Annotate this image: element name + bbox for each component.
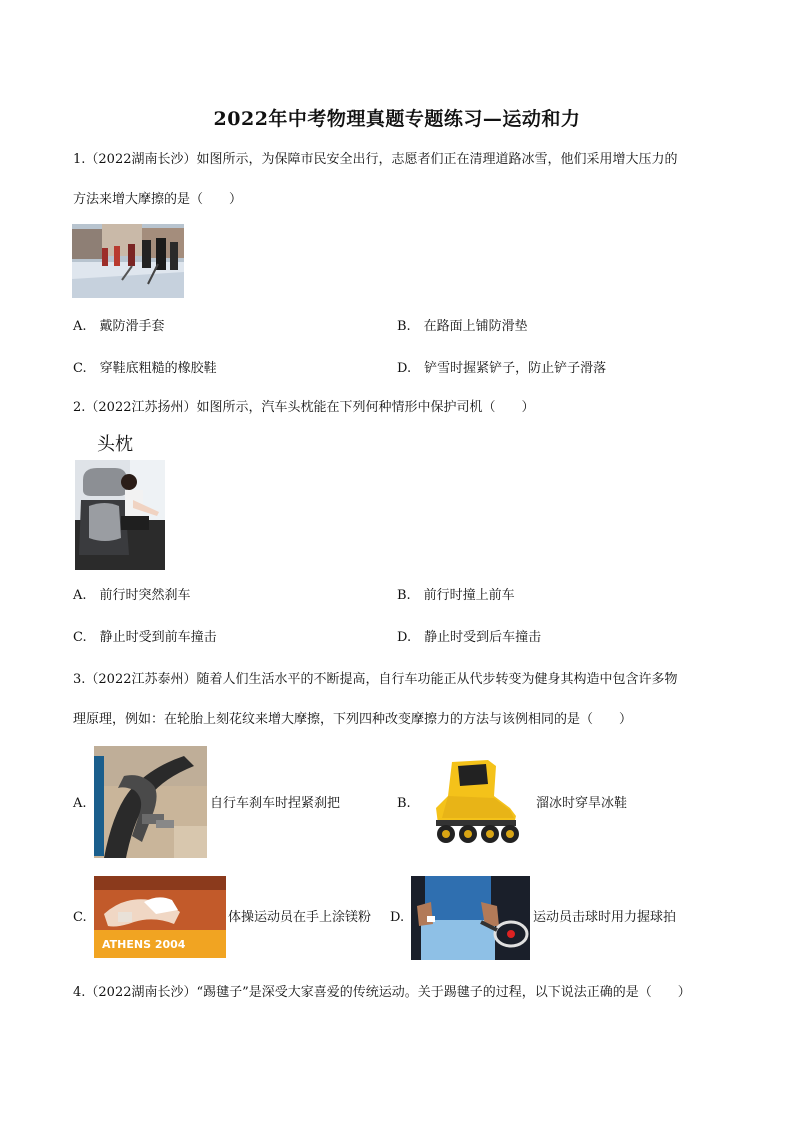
- q2-option-c: C. 静止时受到前车撞击: [73, 630, 217, 645]
- q2-option-b: B. 前行时撞上前车: [397, 588, 515, 603]
- q1-option-a: A. 戴防滑手套: [73, 319, 165, 334]
- q2-option-a: A. 前行时突然刹车: [73, 588, 191, 603]
- q1-stem-line2: 方法来增大摩擦的是（ ）: [73, 192, 243, 207]
- q2-figure-headrest: [75, 460, 165, 570]
- q3-option-b-text: 溜冰时穿旱冰鞋: [536, 796, 628, 811]
- q2-figure-label: 头枕: [97, 434, 133, 455]
- q3-option-a-label: A.: [73, 796, 87, 811]
- q3-option-c-label: C.: [73, 910, 87, 925]
- q3-stem-line1: 3.（2022江苏泰州）随着人们生活水平的不断提高，自行车功能正从代步转变为健身其构造中包含许多物: [73, 672, 678, 687]
- q1-stem-line1: 1.（2022湖南长沙）如图所示，为保障市民安全出行，志愿者们正在清理道路冰雪，他们采用增大压力的: [73, 152, 678, 167]
- q3-stem-line2: 理原理，例如：在轮胎上刻花纹来增大摩擦，下列四种改变摩擦力的方法与该例相同的是（ ）: [73, 712, 633, 727]
- q3-option-a-text: 自行车刹车时捏紧刹把: [210, 796, 341, 811]
- q3-option-d-label: D.: [390, 910, 405, 925]
- q3-option-c-figure-text: ATHENS 2004: [102, 938, 186, 951]
- q1-figure-snow-clearing: [72, 224, 184, 298]
- q2-option-d: D. 静止时受到后车撞击: [397, 630, 542, 645]
- q3-option-b-label: B.: [397, 796, 411, 811]
- q1-option-d: D. 铲雪时握紧铲子，防止铲子滑落: [397, 361, 607, 376]
- q3-option-c-text: 体操运动员在手上涂镁粉: [228, 910, 372, 925]
- q3-option-b-figure-roller-skate: [418, 756, 531, 848]
- q1-option-b: B. 在路面上铺防滑垫: [397, 319, 528, 334]
- q3-option-c-figure-gymnast-chalk: [94, 876, 226, 958]
- q1-option-c: C. 穿鞋底粗糙的橡胶鞋: [73, 361, 217, 376]
- q3-option-d-figure-tennis-player: [411, 876, 530, 960]
- q3-option-d-text: 运动员击球时用力握球拍: [533, 910, 677, 925]
- q3-option-a-figure-bike-brake: [94, 746, 207, 858]
- q2-stem: 2.（2022江苏扬州）如图所示，汽车头枕能在下列何种情形中保护司机（ ）: [73, 400, 535, 415]
- page-title: 2022年中考物理真题专题练习—运动和力: [213, 108, 581, 130]
- q4-stem: 4.（2022湖南长沙）“踢毽子”是深受大家喜爱的传统运动。关于踢毽子的过程，以下说法正确的是（ ）: [73, 985, 691, 1000]
